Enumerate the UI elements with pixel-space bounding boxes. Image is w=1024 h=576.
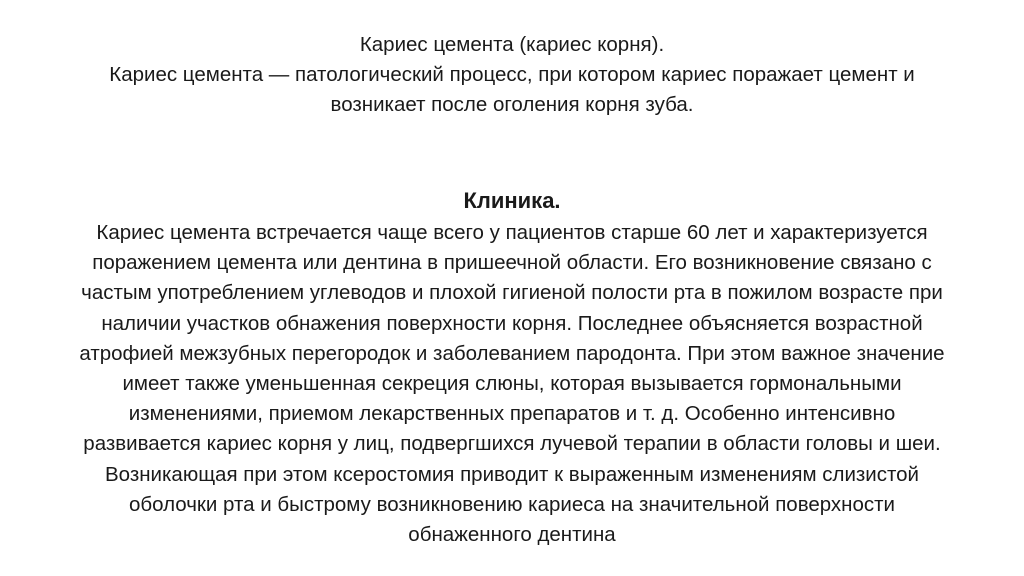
clinic-paragraph (20, 218, 1004, 550)
paragraph-line: Кариес цемента встречается чаще всего у пациентов старше 60 лет и характеризуется (96, 221, 928, 244)
paragraph-line: развивается кариес корня у лиц, подвергшихся лучевой терапии в области головы и шеи. (83, 432, 941, 456)
section-title-clinic: Клиника. (463, 188, 561, 213)
paragraph-line: Возникающая при этом ксеростомия приводит к выраженным изменениям слизистой (104, 462, 920, 486)
paragraph-line: атрофией межзубных перегородок и заболеванием пародонта. При этом важное значение (79, 341, 945, 365)
intro-definition-line: возникает после оголения корня зуба. (330, 93, 694, 116)
paragraph-line: оболочки рта и быстрому возникновению кариеса на значительной поверхности (129, 492, 895, 516)
paragraph-line: наличии участков обнажения поверхности корня. Последнее объясняется возрастной (101, 311, 923, 335)
paragraph-line: обнаженного дентина (408, 523, 616, 547)
paragraph-line: поражением цемента или дентина в пришеечной области. Его возникновение связано с (92, 251, 932, 275)
paragraph-line: имеет также уменьшенная секреция слюны, которая вызывается гормональными (122, 372, 902, 396)
paragraph-line: частым употреблением углеводов и плохой гигиеной полости рта в пожилом возрасте при (81, 281, 943, 305)
intro-heading: Кариес цемента (кариес корня). (359, 33, 665, 56)
intro-definition-line: Кариес цемента — патологический процесс, при котором кариес поражает цемент и (109, 63, 915, 86)
intro-block (40, 30, 984, 120)
paragraph-line: изменениями, приемом лекарственных препаратов и т. д. Особенно интенсивно (128, 402, 896, 426)
